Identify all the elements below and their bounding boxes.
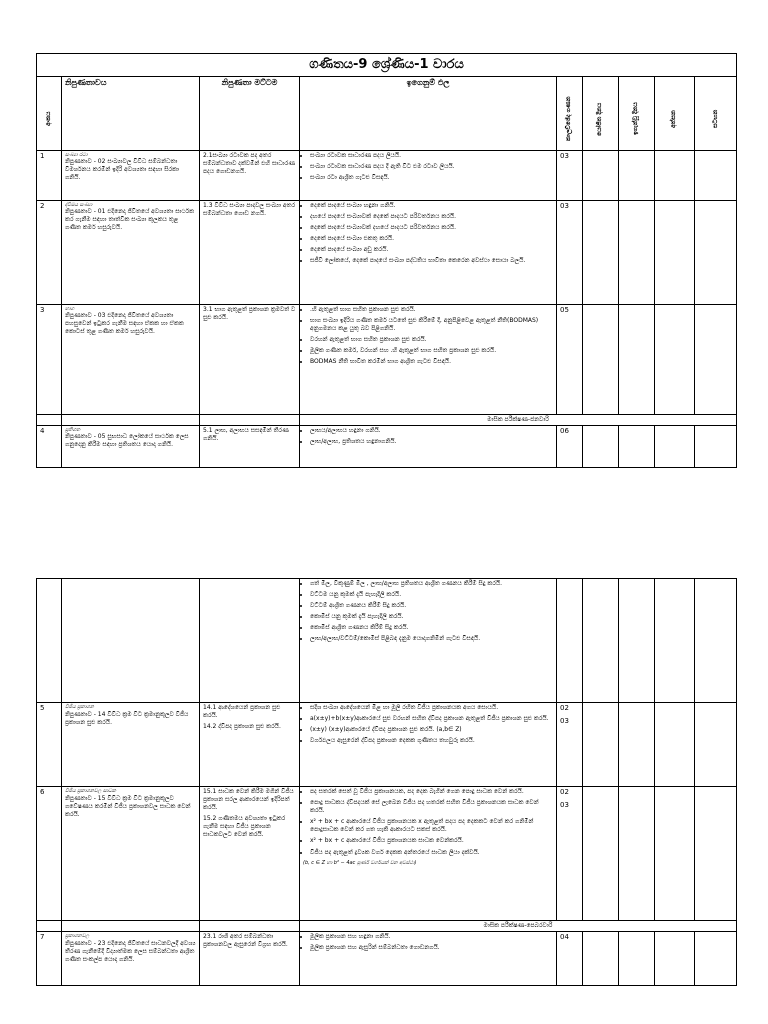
outcome-item: • BODMAS නීති භාවිත කරමින් භාග ආශ්‍රිත ගැටළු විසඳයි. xyxy=(310,358,553,366)
periods-cell xyxy=(557,425,583,467)
taught-date-cell xyxy=(619,787,655,921)
period-count: 02 xyxy=(560,704,569,712)
outcome-item: • ලාභය/අලාභය හඳුනා ගනියි. xyxy=(310,427,553,435)
table-row xyxy=(37,787,737,921)
competency-level: 23.1 රාශි අතර සම්බන්ධතා ප්‍රකාශනවල ඇසුරෙන් විග්‍රහ කරයි. xyxy=(203,933,288,949)
topic-label: විජීය ප්‍රකාශන xyxy=(65,704,94,710)
competency-level-cell xyxy=(200,304,300,414)
competency-level-cell xyxy=(200,200,300,304)
outcome-item: • වට්ටම් ආශ්‍රිත ගණනය කිරීම් සිදු කරයි. xyxy=(310,602,553,610)
competency-level-cell xyxy=(200,932,300,986)
remarks-cell xyxy=(695,425,737,467)
monthly-test-label: මාසික පරීක්ෂණ-පෙබරවාරි xyxy=(300,921,737,932)
outcome-list xyxy=(303,202,553,266)
row-number: 5 xyxy=(37,703,62,787)
header-signature: අත්සන xyxy=(655,76,695,150)
topic-label: ප්‍රතිශත xyxy=(65,426,81,433)
taught-date-cell xyxy=(619,425,655,467)
signature-cell xyxy=(655,932,695,986)
outcome-note: (b, c ∈ Z හා b² − 4ac පූර්ණ වර්ගයක් වන අවස්ථා) xyxy=(303,859,417,866)
topic-label: සංඛ්‍යා රටා xyxy=(65,151,88,158)
competency-cell xyxy=(62,579,200,703)
outcome-item: • දෙකේ පාදයේ සංඛ්‍යා හඳුනා ගනියි. xyxy=(310,202,553,210)
period-count: 06 xyxy=(560,426,569,435)
planned-date-cell xyxy=(583,425,619,467)
outcome-item: • ගත් මිල, විකුණුම් මිල , ලාභ/අලාභ ප්‍රතිශතය ආශ්‍රිත ගණනය කිරීම් සිදු කරයි. xyxy=(310,580,553,588)
document-title: ගණිතය-9 ශ්‍රේණිය-1 වාරය xyxy=(37,54,737,77)
header-competency-level: නිපුණතා මට්ටම xyxy=(200,76,300,150)
planned-date-cell xyxy=(583,579,619,703)
competency-level-cell xyxy=(200,787,300,921)
periods-cell xyxy=(557,787,583,921)
signature-cell xyxy=(655,150,695,200)
row-4-body xyxy=(37,425,737,467)
outcome-item: • මූලික ගණිත කර්ම, වරහන් සහ .හි ඇතුළත් භාග සහිත ප්‍රකාශන සුළු කරයි. xyxy=(310,347,553,355)
scheme-table-page-2 xyxy=(36,578,737,986)
outcome-item: • විජීය පද ඇතුළත් ද්‍රව්‍යක වර්ග දෙකක අන්තරයේ සාධක ලියා දක්වයි. xyxy=(310,849,553,857)
competency-text: නිපුණතාව - 15 විවිධ ක්‍රම විට ක්‍රමානුකූලව ගවේෂණය කරමින් විජීය ප්‍රකාශනවල සාධක වෙන් කරයි. xyxy=(65,794,191,818)
outcome-item: • දෙකේ පාදයේ සංඛ්‍යාවක් දහයේ පාදයට පරිවර්තනය කරයි. xyxy=(310,224,553,232)
outcome-item: • වර්ගඵලය ඇසුරෙන් ද්විපද ප්‍රකාශන දෙකක ගුණිතය තහවුරු කරයි. xyxy=(310,737,553,745)
outcome-item: • සදිශ සංඛ්‍යා ආදේශයෙන් මිළ හා මූලි රහිත විජීය ප්‍රකාශනයක අගය සොයයි. xyxy=(310,704,553,712)
outcome-list xyxy=(303,933,553,952)
competency-cell xyxy=(62,304,200,414)
row-number: 6 xyxy=(37,787,62,921)
signature-cell xyxy=(655,425,695,467)
outcome-item: • මූලික ප්‍රකාශන සහ හඳුනා ගනියි. xyxy=(310,933,553,941)
row-number: 3 xyxy=(37,304,62,414)
competency-text: නිපුණතාව - 01 එදිනෙදා ජිවිතයේ අවශ්‍යතා සාර්ථක කර ගැනීම සඳහා තාත්වික සංඛ්‍යා කුලකය තුළ ගණිත කර්ම හසුරුවයි. xyxy=(65,208,195,232)
outcome-list xyxy=(303,306,553,367)
competency-level-cell xyxy=(200,150,300,200)
table-row xyxy=(37,579,737,703)
competency-cell xyxy=(62,200,200,304)
competency-level: 2.1සංඛ්‍යා රටාවක පද අතර සම්බන්ධතාව දක්වමින් එහි සාධාරණ පදය ගොඩනගයි. xyxy=(203,151,296,175)
planned-date-cell xyxy=(583,200,619,304)
table-row xyxy=(37,425,737,467)
remarks-cell xyxy=(695,579,737,703)
row-number: 2 xyxy=(37,200,62,304)
remarks-cell xyxy=(695,787,737,921)
remarks-cell xyxy=(695,703,737,787)
learning-outcomes-cell xyxy=(300,304,557,414)
header-remarks: සටහන xyxy=(695,76,737,150)
periods-cell xyxy=(557,200,583,304)
competency-level-cell xyxy=(200,425,300,467)
period-count: 04 xyxy=(560,933,569,942)
outcome-item: • පොදු සාධකය ද්විපදයක් සේ ලැබෙන විජීය පද හතරක් සහිත විජීය ප්‍රකාශනයක සාධක වෙන් කරයි. xyxy=(310,799,553,815)
outcome-list xyxy=(303,788,553,857)
periods-cell xyxy=(557,932,583,986)
competency-cell xyxy=(62,932,200,986)
row-number: 1 xyxy=(37,150,62,200)
outcome-item: • දෙකේ පාදයේ සංඛ්‍යා එකතු කරයි. xyxy=(310,235,553,243)
remarks-cell xyxy=(695,200,737,304)
row-number xyxy=(37,579,62,703)
outcome-item: • ලාභ/අලාභ/වට්ටම්/කොමිස් පිළිබඳ දැනුම යොදාගනිමින් ගැටළු විසඳයි. xyxy=(310,635,553,643)
topic-label: ද්විමය සංඛ්‍යා xyxy=(65,201,93,208)
competency-text: නිපුණතාව - 03 එදිනෙදා ජිවිතයේ අවශ්‍යතා පහසුවෙන් ඉටුකර ගැනීම සඳහා ඒකක හා ඒකක කොටස් තුළ ගණිත කර්ම හසුරුවයි. xyxy=(65,312,184,336)
period-count: 03 xyxy=(560,717,569,726)
taught-date-cell xyxy=(619,932,655,986)
learning-outcomes-cell xyxy=(300,932,557,986)
remarks-cell xyxy=(695,304,737,414)
remarks-cell xyxy=(695,932,737,986)
competency-level: 15.1 සාධක වෙන් කිරීම මගින් විජීය ප්‍රකාශන සරල ආකාරයෙන් ඉදිරිපත් කරයි. xyxy=(203,788,294,812)
outcome-item: • x² + bx + c ආකාරයේ විජීය ප්‍රකාශනයක සාධක වෙන්කරයි. xyxy=(310,837,553,845)
taught-date-cell xyxy=(619,200,655,304)
outcome-item: • කොමිස් ආශ්‍රිත ගණනය කිරීම් සිදු කරයි. xyxy=(310,624,553,632)
learning-outcomes-cell xyxy=(300,425,557,467)
outcome-list xyxy=(303,580,553,644)
outcome-item: • දෙකේ පාදයේ සංඛ්‍යා අඩු කරයි. xyxy=(310,246,553,254)
competency-level: 3.1 භාග ඇතුළත් ප්‍රකාශන ක්‍රමවත් ව සුළු කරයි. xyxy=(203,305,296,321)
outcome-item: • ලාභ/අලාභ, ප්‍රතිශතය හඳුනාගනියි. xyxy=(310,438,553,446)
outcome-item: • සංඛ්‍යා රටාවක සාධාරණ පදය දී ඇති විට එම රටාව ලියයි. xyxy=(310,163,553,171)
planned-date-cell xyxy=(583,150,619,200)
signature-cell xyxy=(655,304,695,414)
signature-cell xyxy=(655,200,695,304)
competency-level-cell xyxy=(200,703,300,787)
outcome-item: • භාග සංඛ්‍යා ඉදිරිය ගණිත කර්ම යටතේ සුළු කිරීමේ දී, අනුපිළිවෙළ ඇතුළත් නීති(BODMAS) අනුගමනය කළ යුතු බව පිළිගනියි. xyxy=(310,317,553,333)
periods-cell xyxy=(557,304,583,414)
competency-text: නිපුණතාව - 05 සුභසාධ ලෝකයේ සාර්ථක ලෙස ගනුදෙනු කිරීම සඳහා ප්‍රතිශතය යොදා ගනියි. xyxy=(65,433,189,449)
competency-cell xyxy=(62,787,200,921)
competency-cell xyxy=(62,150,200,200)
outcome-list xyxy=(303,152,553,182)
competency-level: 5.1 ලාභ, අලාභය සසඳමින් තීරණ ගනියි. xyxy=(203,426,289,442)
row-number: 7 xyxy=(37,932,62,986)
monthly-test-january: මාසික පරීක්ෂණ-ජනවාරි xyxy=(300,414,737,425)
topic-label: ප්‍රකාශනවල xyxy=(65,933,90,940)
outcome-item: • (x±y) (x±y)ආකාරයේ ද්විපද ප්‍රකාශන සුළු කරයි. (a,b∈ Z) xyxy=(310,726,553,734)
row-number: 4 xyxy=(37,425,62,467)
learning-outcomes-cell xyxy=(300,200,557,304)
header-planned-date: යෝජිත දිනය xyxy=(583,76,619,150)
periods-cell xyxy=(557,579,583,703)
outcome-item: • මූලික ප්‍රකාශන සහ ඇසුරින් සම්බන්ධතා ගොඩනගයි. xyxy=(310,944,553,952)
header-learning-outcomes: ඉගෙනුම් ඵල xyxy=(300,76,557,150)
period-count: 03 xyxy=(560,151,569,160)
outcome-item: • පද සතරක් සෙත් වූ විජීය ප්‍රකාශනයක, පද දෙක බැගින් ගෙන පොදු සාධක වෙන් කරයි. xyxy=(310,788,553,796)
competency-level: 1.3 විවිධ සංඛ්‍යා පාදවල සංඛ්‍යා අතර සම්බන්ධතා ගොඩ නගයි. xyxy=(203,201,296,217)
competency-level: 15.2 ගණිතමය අවශ්‍යතා ඉටුකර ගැනීම සඳහා විජීය ප්‍රකාශන සාධකවලට වෙන් කරයි. xyxy=(203,815,286,839)
taught-date-cell xyxy=(619,579,655,703)
header-periods: කාලච්ඡේද ගණන xyxy=(557,76,583,150)
remarks-cell xyxy=(695,150,737,200)
header-competency: නිපුණතාවය xyxy=(62,76,200,150)
period-count: 03 xyxy=(560,201,569,210)
table-row xyxy=(37,703,737,787)
table-row xyxy=(37,932,737,986)
signature-cell xyxy=(655,703,695,787)
competency-cell xyxy=(62,703,200,787)
rows-page-1 xyxy=(37,150,737,414)
planned-date-cell xyxy=(583,304,619,414)
planned-date-cell xyxy=(583,932,619,986)
signature-cell xyxy=(655,787,695,921)
signature-cell xyxy=(655,579,695,703)
outcome-list xyxy=(303,704,553,745)
outcome-list xyxy=(303,427,553,446)
outcome-item: • දහයේ පාදයේ සංඛ්‍යාවක් දෙකේ පාදයට පරිවර්තනය කරයි. xyxy=(310,213,553,221)
outcome-item: • වරහන් ඇතුළත් භාග සහිත ප්‍රකාශන සුළු කරයි. xyxy=(310,336,553,344)
taught-date-cell xyxy=(619,703,655,787)
competency-level: 14.1 ආදේශයෙන් ප්‍රකාශන සුළු කරයි. xyxy=(203,704,281,720)
topic-label: භාග xyxy=(65,305,75,312)
learning-outcomes-cell xyxy=(300,787,557,921)
learning-outcomes-cell xyxy=(300,579,557,703)
topic-label: විජීය ප්‍රකාශනවල සාධක xyxy=(65,788,116,794)
competency-level: 14.2 ද්විපද ප්‍රකාශන සුළු කරයි. xyxy=(203,723,281,731)
table-row xyxy=(37,200,737,304)
learning-outcomes-cell xyxy=(300,703,557,787)
outcome-item: • සජීවී ලෝකයේ, දෙකේ පාදයේ සංඛ්‍යා පද්ධතිය භාවිතා කෙරෙන අවස්ථා සොයා බලයි. xyxy=(310,257,553,265)
competency-level-cell xyxy=(200,579,300,703)
competency-cell xyxy=(62,425,200,467)
outcome-item: • .හි ඇතුළත් භාග සහිත ප්‍රකාශන සුළු කරයි. xyxy=(310,306,553,314)
planned-date-cell xyxy=(583,703,619,787)
period-count: 03 xyxy=(560,801,569,810)
outcome-item: • වට්ටම යනු කුමක් දැයි පැහැදිලි කරයි. xyxy=(310,591,553,599)
competency-text: නිපුණතාව - 23 එදිනෙදා ජිවිතයේ සාධනවලදී අවශ්‍ය තීරණ ගැනීමේදී විද්‍යාත්මක ලෙස සම්බන්ධතා ආශ්‍රිත ගණිත සංකල්ප යොදා ගනියි. xyxy=(65,939,196,964)
taught-date-cell xyxy=(619,304,655,414)
outcome-item: • කොමිස් යනු කුමක් දැයි පැහැදිලි කරයි. xyxy=(310,613,553,621)
outcome-item: • x² + bx + c ආකාරයේ විජීය ප්‍රකාශනයක x ඇතුළත් පදය පද දෙකකට වෙන් කර ගනිමින් පොදුසාධක වෙන් කර ගත හැකි ආකාරයට සකස් කරයි. xyxy=(310,818,553,834)
outcome-item: • a(x±y)+b(x±y)ආකාරයේ සුළු වරහන් සහිත ද්විපද ප්‍රකාශන ඇතුළත් විජීය ප්‍රකාශන සුළු කරයි. xyxy=(310,715,553,723)
header-number: අංකය xyxy=(37,76,62,150)
header-taught-date: ඉගැන්වූ දිනය xyxy=(619,76,655,150)
table-row xyxy=(37,150,737,200)
table-row xyxy=(37,304,737,414)
taught-date-cell xyxy=(619,150,655,200)
planned-date-cell xyxy=(583,787,619,921)
period-count: 05 xyxy=(560,305,569,314)
competency-text: නිපුණතාව - 02 සංඛ්‍යාවල විවිධ සම්බන්ධතා විමර්ශනය කරමින් ඉදිරි අවශ්‍යතා සඳහා සිරකා ගනියි. xyxy=(65,158,179,182)
periods-cell xyxy=(557,150,583,200)
learning-outcomes-cell xyxy=(300,150,557,200)
scheme-table-page-1 xyxy=(36,53,737,468)
rows-page-2 xyxy=(37,579,737,986)
outcome-item: • සංඛ්‍යා රටා ආශ්‍රිත ගැටළු විසඳයි. xyxy=(310,174,553,182)
monthly-test-row xyxy=(37,921,737,932)
outcome-item: • සංඛ්‍යා රටාවක සාධාරණ පදය ලියයි. xyxy=(310,152,553,160)
period-count: 02 xyxy=(560,788,569,796)
competency-text: නිපුණතාව - 14 විවිධ ක්‍රම විට ක්‍රමානුකූලව විජීය ප්‍රකාශන සුළු කරයි. xyxy=(65,710,189,726)
periods-cell xyxy=(557,703,583,787)
